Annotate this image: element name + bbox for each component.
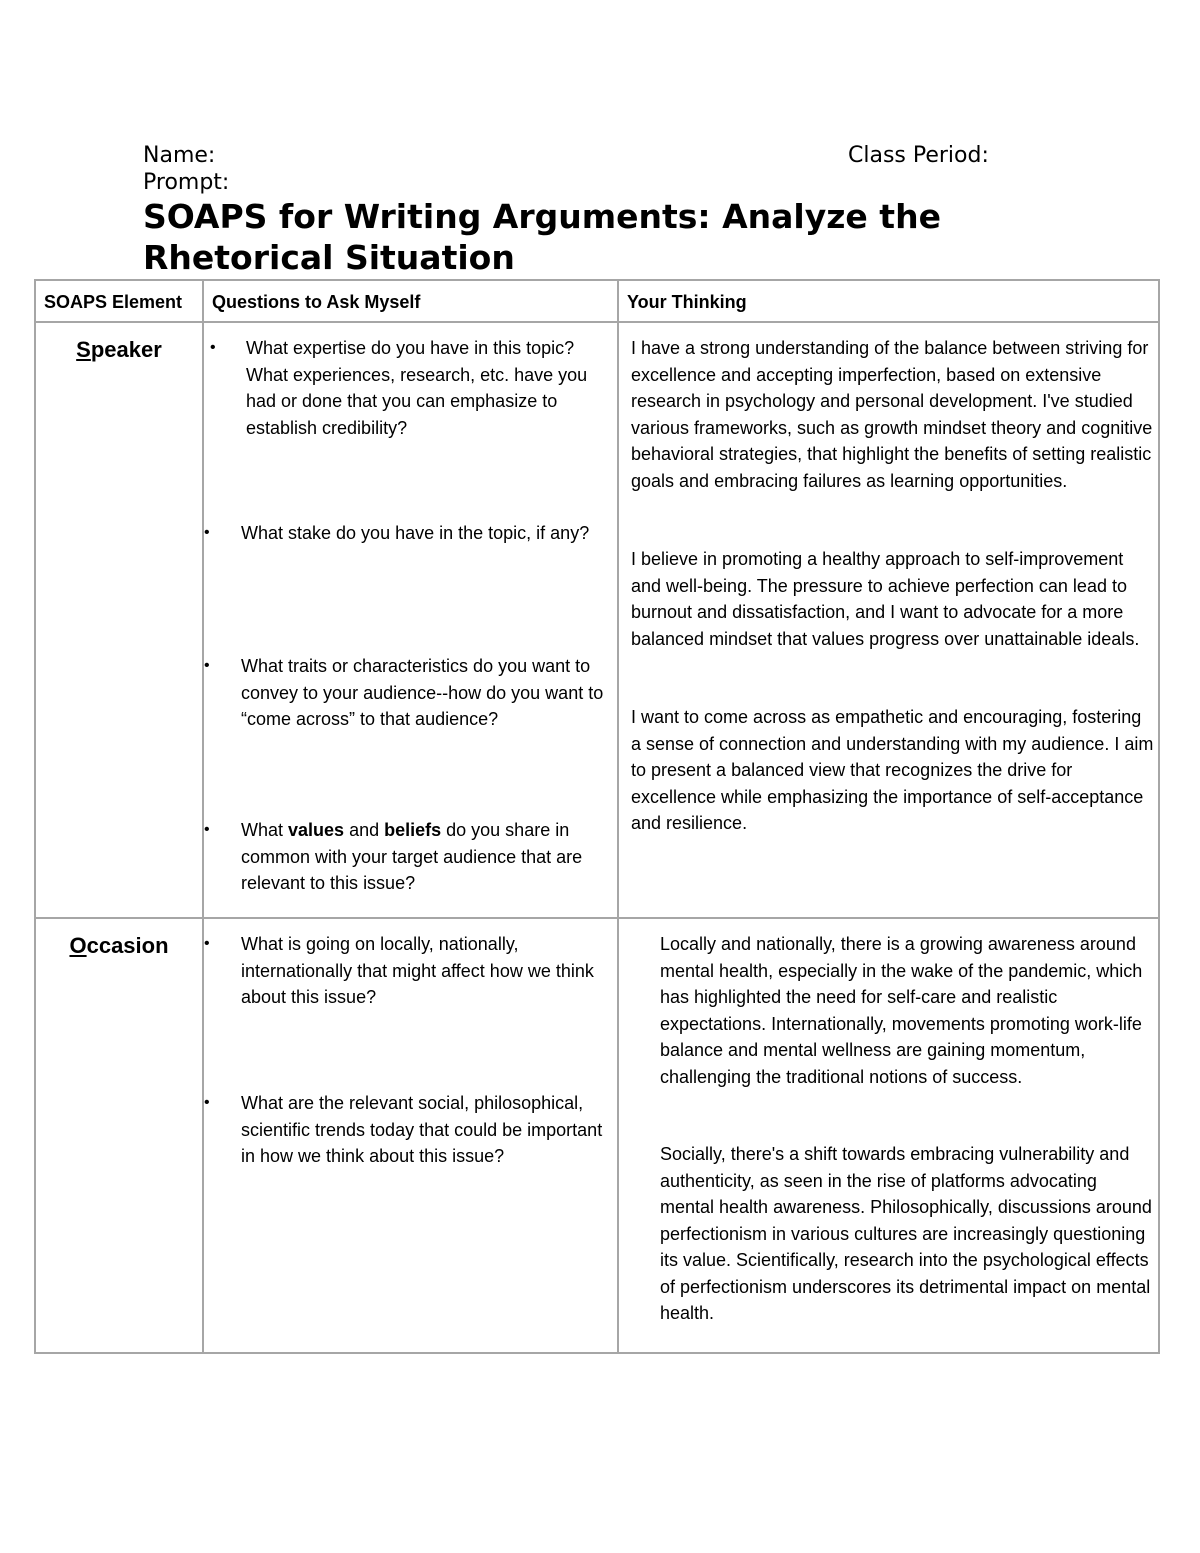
bullet-icon: • <box>204 657 210 674</box>
title-line-1: SOAPS for Writing Arguments: Analyze the <box>143 197 941 236</box>
question-text-part: do you share in common with your target audience that are relevant to this issue? <box>241 820 583 893</box>
bullet-icon: • <box>204 1094 210 1111</box>
list-item <box>204 931 611 1011</box>
question-text: What are the relevant social, philosophical, scientific trends today that could be important in how we think about this issue? <box>241 1093 603 1166</box>
question-text <box>204 817 611 897</box>
table-header-row <box>35 280 1159 322</box>
question-text: What traits or characteristics do you want to convey to your audience--how do you want to “come across” to that audience? <box>241 656 604 729</box>
element-occasion <box>35 918 203 1353</box>
thinking-paragraph: I have a strong understanding of the balance between striving for excellence and accepting imperfection, based on extensive research in psychology and personal development. I've studied various frameworks, such as growth mindset theory and cognitive behavioral strategies, that highlight the benefits of setting realistic goals and embracing failures as learning opportunities. <box>631 338 1153 491</box>
element-speaker-initial: S <box>76 337 91 362</box>
bullet-icon: • <box>204 524 210 541</box>
thinking-paragraph: Socially, there's a shift towards embracing vulnerability and authenticity, as seen in the rise of platforms advocating mental health awareness. Philosophically, discussions around perfectionism in various cultures are increasingly questioning its value. Scientifically, research into the psychological effects of perfectionism underscores its detrimental impact on mental health. <box>660 1144 1152 1323</box>
thinking-speaker <box>618 322 1159 918</box>
keyword-values: values <box>288 820 345 840</box>
table-row-speaker <box>35 322 1159 918</box>
element-speaker <box>35 322 203 918</box>
column-header-questions: Questions to Ask Myself <box>203 280 618 322</box>
list-item <box>204 335 611 441</box>
list-item <box>204 653 611 733</box>
list-item <box>204 817 611 897</box>
class-period-label: Class Period: <box>848 143 989 168</box>
title-line-2: Rhetorical Situation <box>143 238 515 277</box>
column-header-thinking: Your Thinking <box>618 280 1159 322</box>
element-occasion-initial: O <box>69 933 87 958</box>
soaps-table <box>34 279 1160 1354</box>
element-speaker-rest: peaker <box>90 337 162 362</box>
table-row-occasion <box>35 918 1159 1353</box>
bullet-icon: • <box>204 821 210 838</box>
column-header-element: SOAPS Element <box>35 280 203 322</box>
thinking-occasion <box>618 918 1159 1353</box>
questions-occasion <box>203 918 618 1353</box>
question-text: What is going on locally, nationally, internationally that might affect how we think about this issue? <box>241 934 594 1007</box>
name-label: Name: <box>143 143 216 168</box>
list-item <box>204 520 611 547</box>
question-text-part: and <box>344 820 385 840</box>
bullet-icon: • <box>210 339 216 356</box>
thinking-paragraph: I believe in promoting a healthy approach to self-improvement and well-being. The pressure to achieve perfection can lead to burnout and dissatisfaction, and I want to advocate for a more balanced mindset that values progress over unattainable ideals. <box>631 549 1140 649</box>
question-text: What stake do you have in the topic, if any? <box>241 523 590 543</box>
thinking-paragraph: Locally and nationally, there is a growing awareness around mental health, especially in the wake of the pandemic, which has highlighted the need for self-care and realistic expectations. Internationally, movements promoting work-life balance and mental wellness are gaining momentum, challenging the traditional notions of success. <box>660 934 1143 1087</box>
bullet-icon: • <box>204 935 210 952</box>
prompt-label: Prompt: <box>143 170 230 195</box>
questions-speaker <box>203 322 618 918</box>
page-title <box>143 196 1143 278</box>
element-occasion-rest: ccasion <box>86 933 169 958</box>
list-item <box>204 1090 611 1170</box>
keyword-beliefs: beliefs <box>384 820 442 840</box>
question-text: What expertise do you have in this topic? What experiences, research, etc. have you had or done that you can emphasize to establish credibility? <box>246 338 588 438</box>
question-text-part: What <box>241 820 289 840</box>
thinking-paragraph: I want to come across as empathetic and encouraging, fostering a sense of connection and understanding with my audience. I aim to present a balanced view that recognizes the drive for excellence while emphasizing the importance of self-acceptance and resilience. <box>631 707 1154 833</box>
